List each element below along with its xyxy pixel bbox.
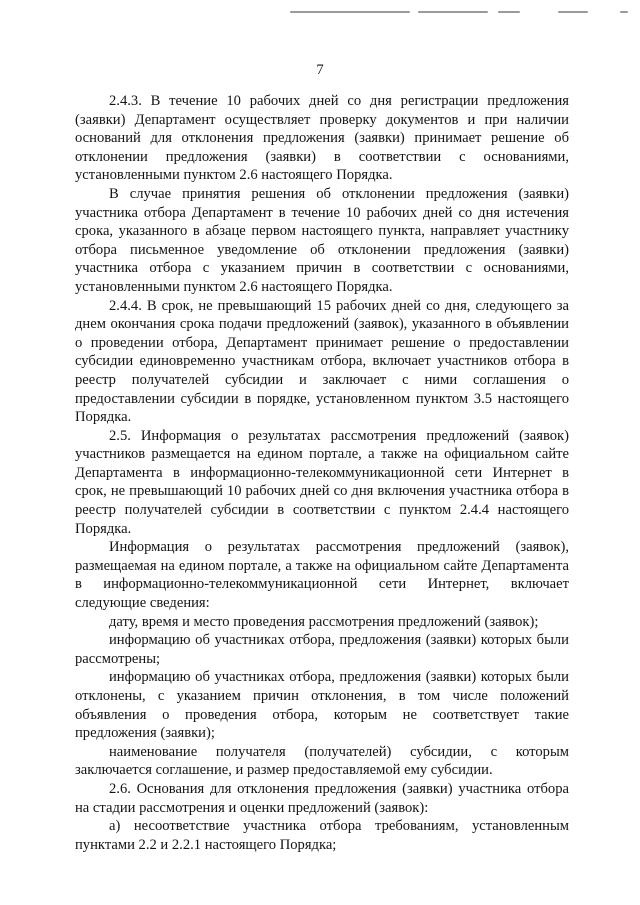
page-number: 7 [316,62,324,78]
list-item-reviewed: информацию об участниках отбора, предложения (заявки) которых были рассмотрены; [75,632,569,667]
header-mark [620,11,628,13]
list-item-a: а) несоответствие участника отбора требованиям, установленным пунктами 2.2 и 2.2.1 настоящего Порядка; [75,818,569,853]
list-item-date: дату, время и место проведения рассмотрения предложений (заявок); [109,613,539,630]
paragraph-rejection-notice: В случае принятия решения об отклонении предложения (заявки) участника отбора Департамент в течение 10 рабочих дней со дня истечения срока, указанного в абзаце первом настоящего пункта, направляет участнику отбора письменное уведомление об отклонении предложения (заявки) участника отбора с указанием причин в соответствии с основаниями, установленными пунктом 2.6 настоящего Порядка. [75,185,569,295]
document-body [75,92,569,854]
list-item-recipient: наименование получателя (получателей) субсидии, с которым заключается соглашение, и размер предоставляемой ему субсидии. [75,743,569,779]
paragraph-2-4-4: 2.4.4. В срок, не превышающий 15 рабочих дней со дня, следующего за днем окончания срока подачи предложений (заявок), указанного в объявлении о проведении отбора, Департамент принимает решение о предоставлении субсидии единовременно участникам отбора, включает участников отбора в реестр получателей субсидии и заключает с ними соглашения о предоставлении субсидии в порядке, установленном пунктом 3.5 настоящего Порядка. [75,297,569,426]
scanned-header-strip [290,8,630,16]
header-mark [418,11,488,13]
header-mark [558,11,588,13]
header-mark [290,11,410,13]
paragraph-2-5: 2.5. Информация о результатах рассмотрения предложений (заявок) участников размещается на едином портале, а также на официальном сайте Департамента в информационно-телекоммуникационной сети Интернет в срок, не превышающий 10 рабочих дней со дня включения участника отбора в реестр получателей субсидии в соответствии с пунктом 2.4.4 настоящего Порядка. [75,427,569,537]
paragraph-2-6: 2.6. Основания для отклонения предложения (заявки) участника отбора на стадии рассмотрения и оценки предложений (заявок): [75,780,569,816]
paragraph-results-info: Информация о результатах рассмотрения предложений (заявок), размещаемая на едином портале, а также на официальном сайте Департамента в информационно-телекоммуникационной сети Интернет, включает следующие сведения: [75,539,569,612]
header-mark [498,11,520,13]
list-item-rejected: информацию об участниках отбора, предложения (заявки) которых были отклонены, с указанием причин отклонения, в том числе положений объявления о проведения отбора, которым не соответствует такие предложения (заявки); [75,669,569,742]
paragraph-2-4-3: 2.4.3. В течение 10 рабочих дней со дня регистрации предложения (заявки) Департамент осуществляет проверку документов и при наличии оснований для отклонения предложения (заявки) принимает решение об отклонении предложения (заявки) в соответствии с основаниями, установленными пунктом 2.6 настоящего Порядка. [75,93,569,184]
